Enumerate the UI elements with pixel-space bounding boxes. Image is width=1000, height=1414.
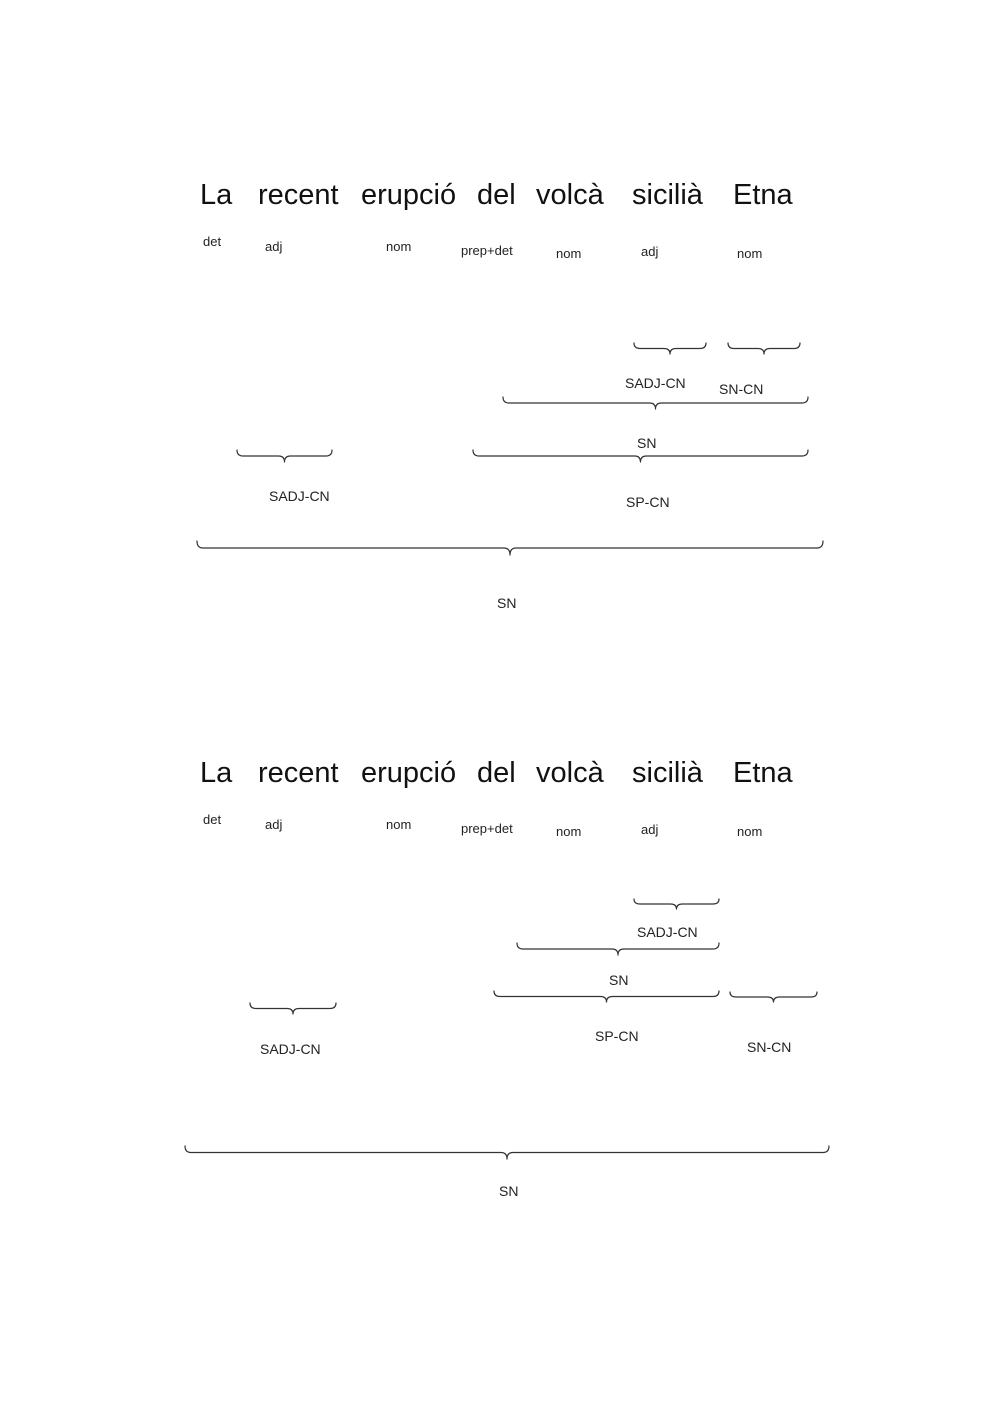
word-recent: recent bbox=[258, 757, 339, 789]
label-sn: SN bbox=[637, 435, 657, 451]
pos-tag: adj bbox=[641, 244, 659, 259]
pos-tag: nom bbox=[386, 817, 412, 832]
word-volca: volcà bbox=[536, 179, 604, 211]
analysis-1-brackets bbox=[197, 343, 823, 555]
word-erupcio: erupció bbox=[361, 757, 457, 789]
word-la: La bbox=[200, 757, 233, 789]
curly-bracket bbox=[634, 343, 706, 354]
pos-tag: det bbox=[203, 234, 222, 249]
curly-bracket bbox=[517, 943, 719, 955]
word-sicilia: sicilià bbox=[632, 179, 703, 211]
word-del: del bbox=[477, 179, 516, 211]
word-erupcio: erupció bbox=[361, 179, 457, 211]
pos-tag: nom bbox=[556, 246, 582, 261]
curly-bracket bbox=[473, 450, 808, 462]
pos-tag: prep+det bbox=[461, 243, 513, 258]
pos-tag: adj bbox=[265, 817, 283, 832]
word-sicilia: sicilià bbox=[632, 757, 703, 789]
label-sn: SN bbox=[609, 972, 629, 988]
pos-tag: det bbox=[203, 812, 222, 827]
pos-tag: nom bbox=[737, 246, 763, 261]
label-sadj-cn: SADJ-CN bbox=[625, 375, 686, 391]
curly-bracket bbox=[197, 541, 823, 555]
curly-bracket bbox=[185, 1146, 829, 1159]
curly-bracket bbox=[730, 992, 817, 1002]
label-sn: SN bbox=[497, 595, 517, 611]
label-sadj-cn: SADJ-CN bbox=[269, 488, 330, 504]
word-recent: recent bbox=[258, 179, 339, 211]
label-sn-cn: SN-CN bbox=[719, 381, 764, 397]
pos-tag: nom bbox=[556, 824, 582, 839]
curly-bracket bbox=[237, 450, 332, 462]
word-del: del bbox=[477, 757, 516, 789]
word-volca: volcà bbox=[536, 757, 604, 789]
curly-bracket bbox=[634, 899, 719, 909]
label-sn: SN bbox=[499, 1183, 519, 1199]
label-sn-cn: SN-CN bbox=[747, 1039, 792, 1055]
curly-bracket bbox=[728, 343, 800, 354]
pos-tag: nom bbox=[737, 824, 763, 839]
pos-tag: nom bbox=[386, 239, 412, 254]
curly-bracket bbox=[503, 397, 808, 409]
pos-tag: adj bbox=[265, 239, 283, 254]
word-la: La bbox=[200, 179, 233, 211]
curly-bracket bbox=[494, 991, 719, 1002]
analysis-2-brackets bbox=[185, 899, 829, 1159]
label-sp-cn: SP-CN bbox=[626, 494, 670, 510]
word-etna: Etna bbox=[733, 757, 793, 789]
word-etna: Etna bbox=[733, 179, 793, 211]
pos-tag: prep+det bbox=[461, 821, 513, 836]
label-sadj-cn: SADJ-CN bbox=[260, 1041, 321, 1057]
pos-tag: adj bbox=[641, 822, 659, 837]
curly-bracket bbox=[250, 1003, 336, 1014]
label-sp-cn: SP-CN bbox=[595, 1028, 639, 1044]
label-sadj-cn: SADJ-CN bbox=[637, 924, 698, 940]
